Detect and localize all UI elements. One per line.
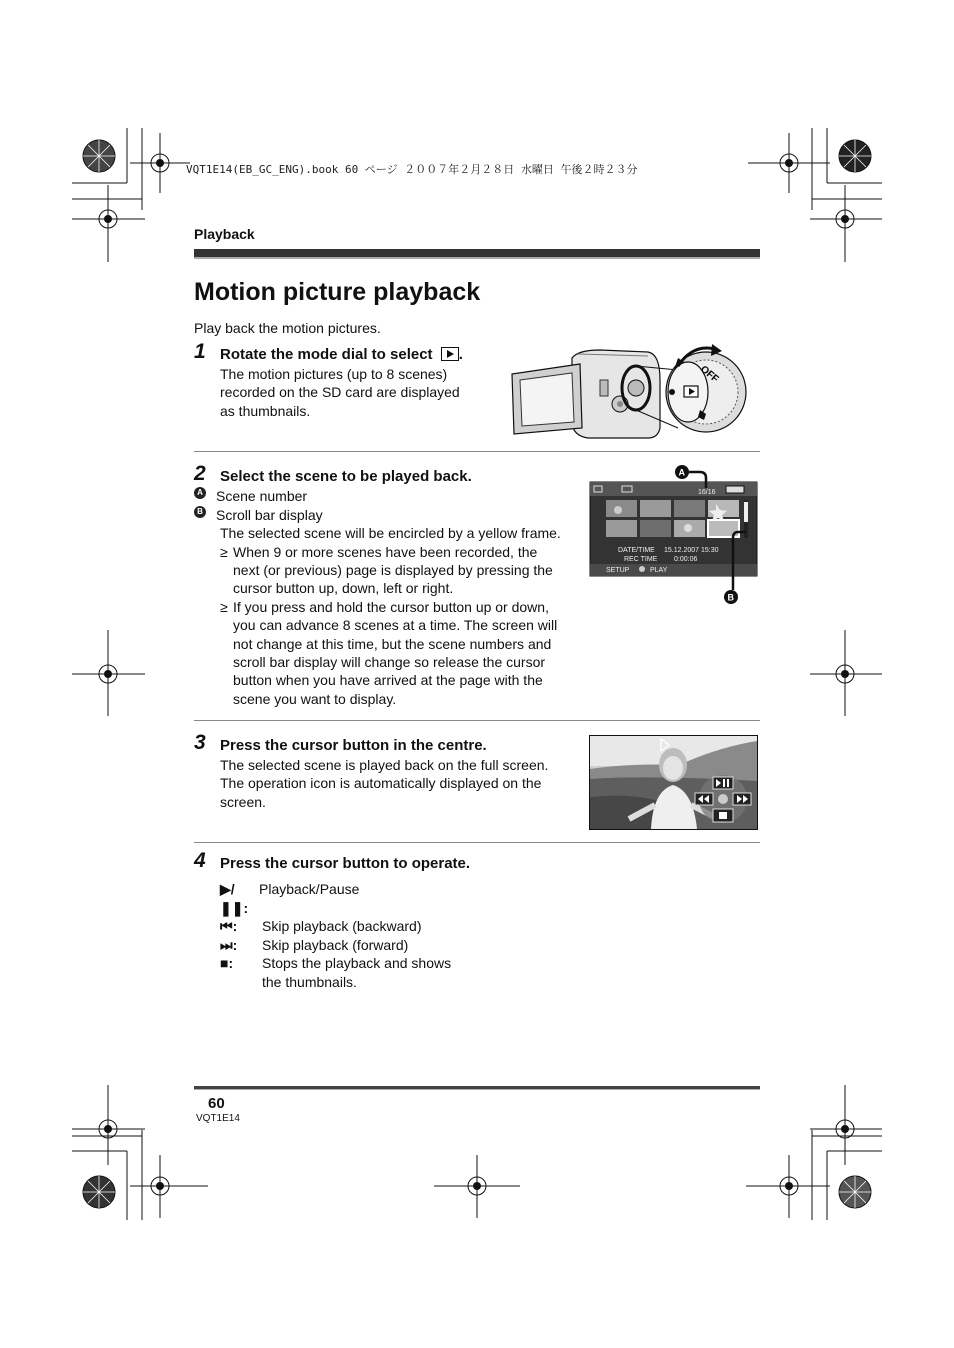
bullet-item [220,598,584,708]
title-bar-shadow [194,257,760,259]
section-divider [194,720,760,721]
legend-text: Scene number [216,488,308,504]
bullet-line: not change at this time, but the scene numbers and [233,635,552,652]
bullet-line: If you press and hold the cursor button up or down, [233,598,549,615]
callout-b: B [727,592,734,603]
step-2-number: 2 [194,462,206,485]
footer-bar-shadow [194,1089,760,1090]
legend-scroll-bar [194,506,584,525]
legend-text: Scroll bar display [216,506,323,523]
step-1-line: as thumbnails. [220,402,311,419]
play-mode-icon [441,347,459,361]
title-bar [194,249,760,257]
dial-off-label: OFF [698,363,721,386]
op-text: Skip playback (backward) [262,918,422,935]
stop-icon: ■: [220,955,234,972]
bullet-mark: ≥ [220,543,228,560]
scene-counter: 16/16 [698,489,716,496]
step-3-heading: Press the cursor button in the centre. [220,737,487,754]
skip-forward-icon: ⏭: [220,936,238,953]
menu-play-label: PLAY [650,567,668,574]
op-skip-backward [220,917,540,936]
legend-scene-number [194,487,584,506]
op-stop [220,954,540,991]
section-divider [194,451,760,452]
play-pause-icon: ▶/❚❚: [220,881,249,916]
playback-screen-illustration [589,735,759,831]
section-divider [194,842,760,843]
bullet-item [220,543,584,598]
op-skip-forward [220,936,540,955]
bullet-list [194,543,584,709]
step-3-number: 3 [194,731,206,754]
step-3-line: The operation icon is automatically displayed on the [220,775,542,792]
step-4-number: 4 [194,849,206,872]
print-slug: VQT1E14(EB_GC_ENG).book 60 ページ ２００７年２月２８日 水曜日 午後２時２３分 [186,163,638,176]
step-3-body [220,756,548,811]
op-text: Stops the playback and shows [262,955,452,972]
bullet-mark: ≥ [220,598,228,615]
menu-setup-label: SETUP [606,567,630,574]
rec-time-value: 0:00:06 [674,556,698,563]
camera-mode-dial-illustration [508,340,760,444]
callout-a: A [678,467,685,478]
step-1-heading [220,346,463,363]
bullet-line: button when you have arrived at the page with the [233,672,543,689]
page-title: Motion picture playback [194,278,481,306]
step-1-line: recorded on the SD card are displayed [220,384,460,401]
step-1-heading-text: Rotate the mode dial to select [220,346,433,363]
page-number: 60 [208,1095,225,1112]
step-3-line: screen. [220,793,266,810]
page-code: VQT1E14 [196,1113,240,1124]
intro-text: Play back the motion pictures. [194,320,381,336]
bullet-line: scroll bar display will change so release the cursor [233,654,546,671]
op-text: Skip playback (forward) [262,936,409,953]
op-text: the thumbnails. [262,973,357,990]
step-1-line: The motion pictures (up to 8 scenes) [220,366,448,382]
step-1-body [220,365,460,420]
bullet-line: scene you want to display. [233,690,397,707]
skip-backward-icon: ⏮: [220,918,238,935]
op-text: Playback/Pause [259,881,360,897]
rec-time-label: REC TIME [624,556,658,563]
bullet-line: When 9 or more scenes have been recorded, the [233,543,538,560]
step-2-body [194,487,584,708]
step-3-line: The selected scene is played back on the full screen. [220,757,549,773]
bullet-line: you can advance 8 scenes at a time. The screen will [233,617,558,634]
step-1-number: 1 [194,340,206,363]
thumbnail-screen-illustration [588,462,760,608]
date-time-label: DATE/TIME [618,547,655,554]
bullet-line: next (or previous) page is displayed by pressing the [233,562,553,578]
callout-b-marker: B [194,506,206,518]
section-label: Playback [194,226,255,242]
date-time-value: 15.12.2007 15:30 [664,547,719,554]
step-1-heading-end: . [458,346,463,363]
step-2-line: The selected scene will be encircled by a yellow frame. [220,525,561,542]
step-4-heading: Press the cursor button to operate. [220,855,471,872]
step-2-heading: Select the scene to be played back. [220,468,472,485]
callout-a-marker: A [194,487,206,499]
op-play-pause [220,880,540,917]
bullet-line: cursor button up, down, left or right. [233,580,454,597]
operation-list [220,880,540,992]
